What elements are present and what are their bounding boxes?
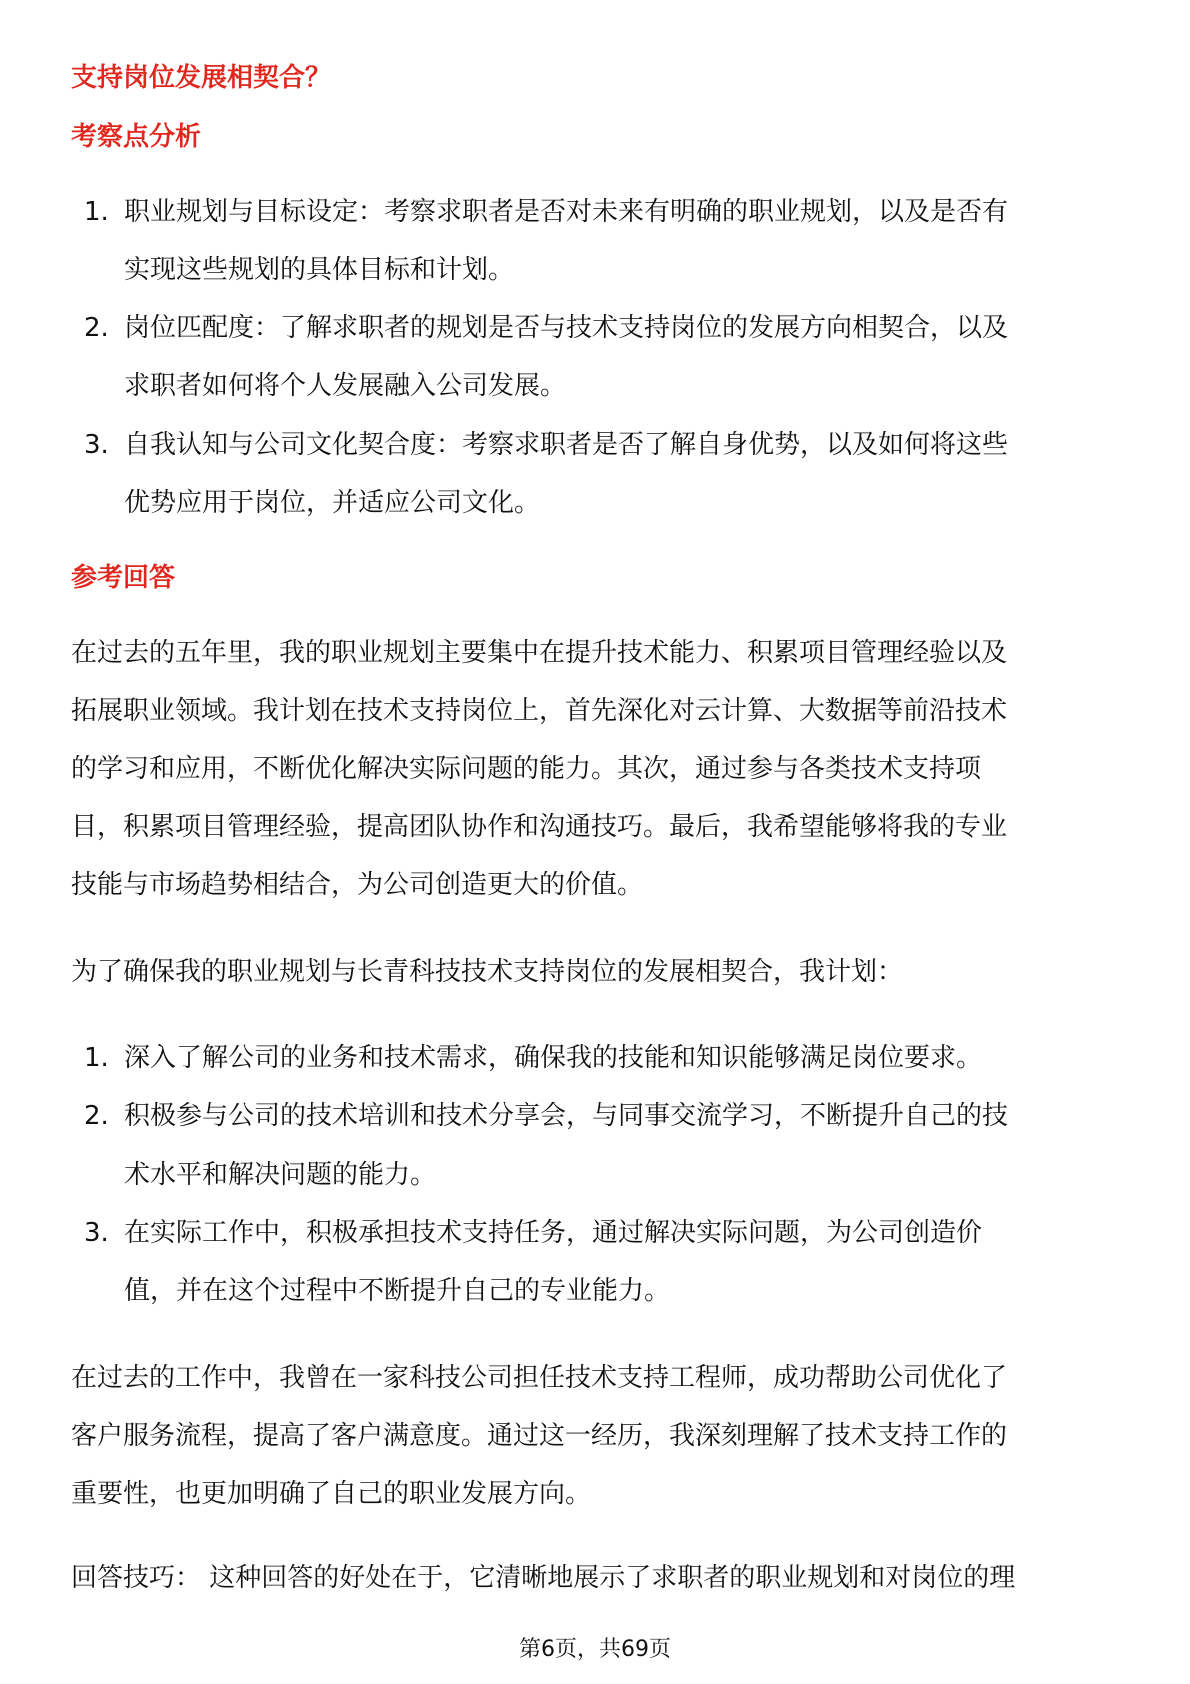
question-title-tail: 支持岗位发展相契合？ [71, 63, 332, 93]
answer-para1-line: 拓展职业领域。我计划在技术支持岗位上，首先深化对云计算、大数据等前沿技术 [71, 696, 1008, 726]
analysis-item-1-number: 1. [84, 197, 109, 227]
analysis-heading: 考察点分析 [71, 122, 202, 152]
analysis-item-3-number: 3. [84, 430, 109, 460]
plan-item-1-line: 深入了解公司的业务和技术需求，确保我的技能和知识能够满足岗位要求。 [124, 1043, 983, 1073]
plan-item-3-number: 3. [84, 1218, 109, 1248]
analysis-item-3-line: 优势应用于岗位，并适应公司文化。 [124, 488, 541, 518]
plan-item-2-line: 积极参与公司的技术培训和技术分享会，与同事交流学习，不断提升自己的技 [124, 1101, 1009, 1131]
plan-item-1-number: 1. [84, 1043, 109, 1073]
answer-para2: 为了确保我的职业规划与长青科技技术支持岗位的发展相契合，我计划： [71, 957, 904, 987]
analysis-item-1-line: 实现这些规划的具体目标和计划。 [124, 255, 515, 285]
answer-para3-line: 在过去的工作中，我曾在一家科技公司担任技术支持工程师，成功帮助公司优化了 [71, 1363, 1008, 1393]
answer-para3-line: 客户服务流程，提高了客户满意度。通过这一经历，我深刻理解了技术支持工作的 [71, 1421, 1008, 1451]
analysis-item-2-line: 岗位匹配度：了解求职者的规划是否与技术支持岗位的发展方向相契合，以及 [124, 313, 1009, 343]
reference-heading: 参考回答 [71, 563, 176, 593]
answer-para3-line: 重要性，也更加明确了自己的职业发展方向。 [71, 1479, 592, 1509]
plan-item-3-line: 值，并在这个过程中不断提升自己的专业能力。 [124, 1276, 671, 1306]
answer-para1-line: 目，积累项目管理经验，提高团队协作和沟通技巧。最后，我希望能够将我的专业 [71, 812, 1008, 842]
plan-item-2-number: 2. [84, 1101, 109, 1131]
analysis-item-2-line: 求职者如何将个人发展融入公司发展。 [124, 371, 567, 401]
analysis-item-3-line: 自我认知与公司文化契合度：考察求职者是否了解自身优势，以及如何将这些 [124, 430, 1009, 460]
answer-para1-line: 在过去的五年里，我的职业规划主要集中在提升技术能力、积累项目管理经验以及 [71, 638, 1008, 668]
analysis-item-2-number: 2. [84, 313, 109, 343]
tips-line: 回答技巧： 这种回答的好处在于，它清晰地展示了求职者的职业规划和对岗位的理 [71, 1563, 1016, 1593]
plan-item-2-line: 术水平和解决问题的能力。 [124, 1160, 437, 1190]
analysis-item-1-line: 职业规划与目标设定：考察求职者是否对未来有明确的职业规划，以及是否有 [124, 197, 1009, 227]
plan-item-3-line: 在实际工作中，积极承担技术支持任务，通过解决实际问题，为公司创造价 [124, 1218, 983, 1248]
page-number: 第6页，共69页 [519, 1637, 671, 1662]
answer-para1-line: 技能与市场趋势相结合，为公司创造更大的价值。 [71, 870, 644, 900]
answer-para1-line: 的学习和应用，不断优化解决实际问题的能力。其次，通过参与各类技术支持项 [71, 754, 982, 784]
